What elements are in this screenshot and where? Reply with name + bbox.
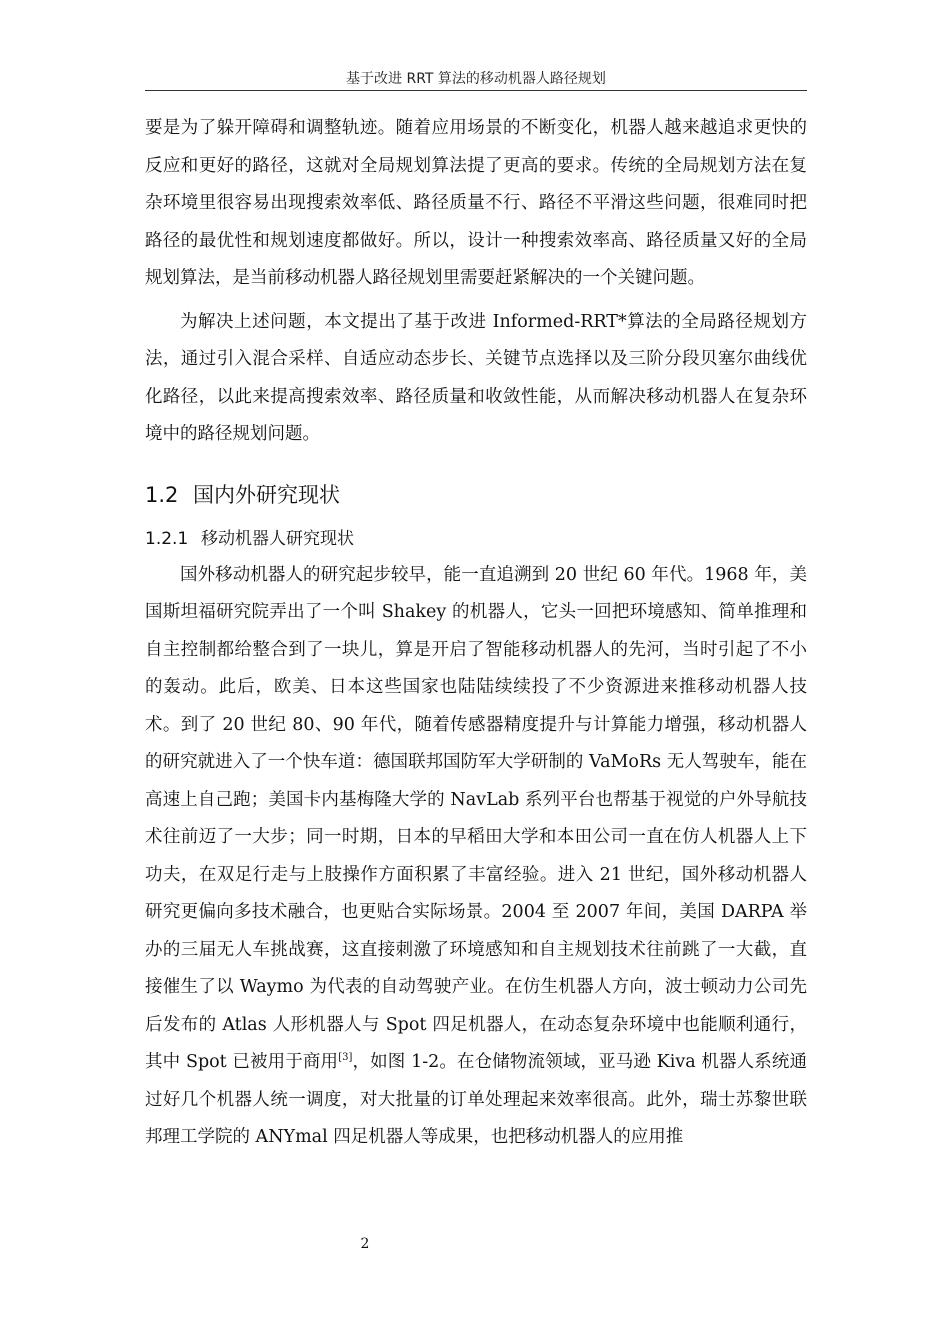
paragraph-foreign-research (145, 557, 807, 1157)
header-rule (145, 90, 807, 91)
paragraph-text-part1: 国外移动机器人的研究起步较早，能一直追溯到 20 世纪 60 年代。1968 年，美国斯坦福研究院弄出了一个叫 Shakey 的机器人，它头一回把环境感知、简单推理和自主控制都给整合到了一块儿，算是开启了智能移动机器人的先河，当时引起了不小的轰动。此后，欧美、日本这些国家也陆陆续续投了不少资源进来推移动机器人技术。到了 20 世纪 80、90 年代，随着传感器精度提升与计算能力增强，移动机器人的研究就进入了一个快车道：德国联邦国防军大学研制的 VaMoRs 无人驾驶车，能在高速上自己跑；美国卡内基梅隆大学的 NavLab 系列平台也帮基于视觉的户外导航技术往前迈了一大步；同一时期，日本的早稻田大学和本田公司一直在仿人机器人上下功夫，在双足行走与上肢操作方面积累了丰富经验。进入 21 世纪，国外移动机器人研究更偏向多技术融合，也更贴合实际场景。2004 至 2007 年间，美国 DARPA 举办的三届无人车挑战赛，这直接刺激了环境感知和自主规划技术往前跳了一大截，直接催生了以 Waymo 为代表的自动驾驶产业。在仿生机器人方向，波士顿动力公司先后发布的 Atlas 人形机器人与 Spot 四足机器人，在动态复杂环境中也能顺利通行，其中 Spot 已被用于商用 (145, 564, 807, 1072)
paragraph-proposal: 为解决上述问题，本文提出了基于改进 Informed-RRT*算法的全局路径规划方法，通过引入混合采样、自适应动态步长、关键节点选择以及三阶分段贝塞尔曲线优化路径，以此来提高搜索效率、路径质量和收敛性能，从而解决移动机器人在复杂环境中的路径规划问题。 (145, 311, 807, 444)
subsection-heading-1-2-1 (145, 521, 807, 557)
paragraph-continuation: 要是为了躲开障碍和调整轨迹。随着应用场景的不断变化，机器人越来越追求更快的反应和更好的路径，这就对全局规划算法提了更高的要求。传统的全局规划方法在复杂环境里很容易出现搜索效率低、路径质量不行、路径不平滑这些问题，很难同时把路径的最优性和规划速度都做好。所以，设计一种搜索效率高、路径质量又好的全局规划算法，是当前移动机器人路径规划里需要赶紧解决的一个关键问题。 (145, 118, 807, 288)
page-body (145, 110, 807, 1157)
section-number: 1.2 (145, 482, 179, 507)
subsection-title: 移动机器人研究现状 (201, 528, 354, 549)
section-title: 国内外研究现状 (193, 482, 340, 507)
citation-ref-3[interactable]: [3] (338, 1052, 353, 1064)
section-heading-1-2 (145, 475, 807, 515)
running-header: 基于改进 RRT 算法的移动机器人路径规划 (346, 71, 606, 87)
subsection-number: 1.2.1 (145, 528, 189, 549)
page-number: 2 (360, 1236, 370, 1252)
paragraph-text-part2: ，如图 1-2。在仓储物流领域，亚马逊 Kiva 机器人系统通过好几个机器人统一调度，对大批量的订单处理起来效率很高。此外，瑞士苏黎世联邦理工学院的 ANYmal 四足机器人等成果，也把移动机器人的应用推 (145, 1052, 808, 1147)
